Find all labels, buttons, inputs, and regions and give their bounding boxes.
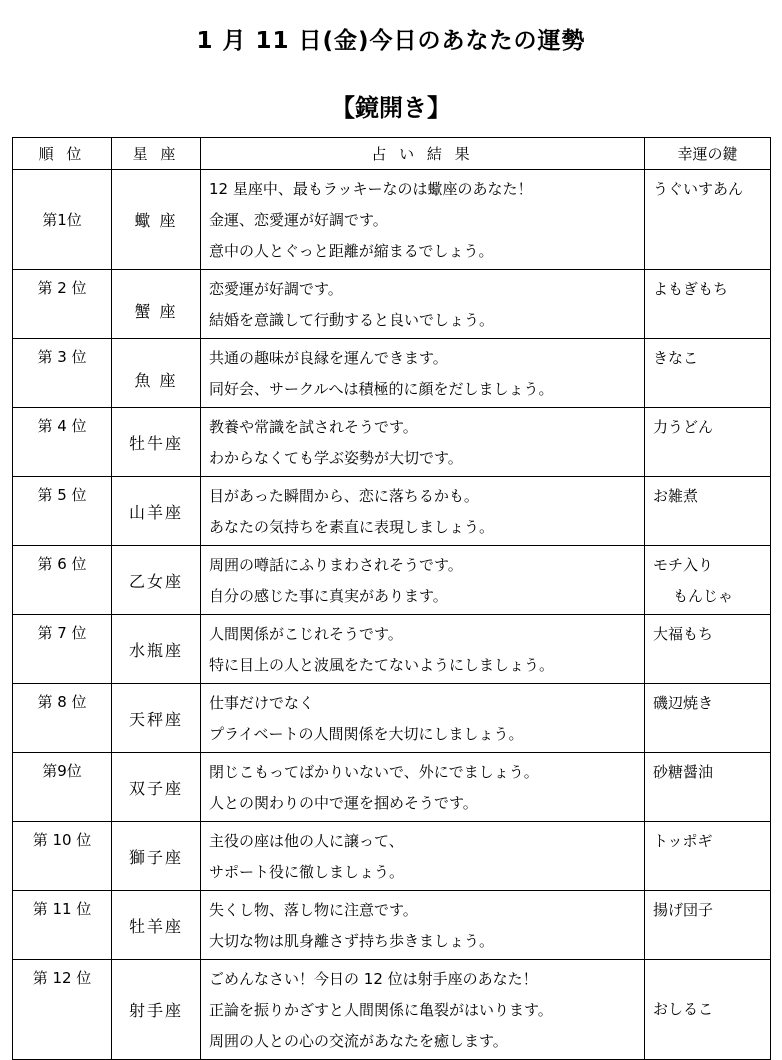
result-cell <box>201 270 645 339</box>
key-line: 力うどん <box>653 418 714 436</box>
table-row <box>13 408 771 477</box>
result-cell <box>201 684 645 753</box>
key-line: トッポギ <box>653 832 713 850</box>
result-cell <box>201 822 645 891</box>
key-line: 磯辺焼き <box>653 694 714 712</box>
result-line: 結婚を意識して行動すると良いでしょう。 <box>209 311 495 329</box>
result-line: 自分の感じた事に真実があります。 <box>209 587 448 605</box>
key-line: 砂糖醤油 <box>653 763 714 781</box>
fortune-table <box>12 137 771 1060</box>
result-line: プライベートの人間関係を大切にしましょう。 <box>209 725 524 743</box>
key-cell <box>645 960 771 1060</box>
result-cell <box>201 477 645 546</box>
table-row <box>13 684 771 753</box>
header-sign: 星 座 <box>112 138 201 170</box>
rank-cell: 第 10 位 <box>13 822 112 891</box>
result-line: 失くし物、落し物に注意です。 <box>209 901 418 919</box>
sign-cell: 乙女座 <box>112 546 201 615</box>
table-row <box>13 546 771 615</box>
result-line: 金運、恋愛運が好調です。 <box>209 211 388 229</box>
result-line: 特に目上の人と波風をたてないようにしましょう。 <box>209 656 555 674</box>
key-line: うぐいすあん <box>653 180 744 198</box>
header-row <box>13 138 771 170</box>
key-line: よもぎもち <box>653 280 729 298</box>
table-row <box>13 477 771 546</box>
key-line: モチ入り <box>653 556 714 574</box>
key-line: きなこ <box>653 349 699 367</box>
rank-cell: 第 8 位 <box>13 684 112 753</box>
result-line: 人間関係がこじれそうです。 <box>209 625 403 643</box>
result-cell <box>201 339 645 408</box>
rank-cell: 第 6 位 <box>13 546 112 615</box>
result-line: 意中の人とぐっと距離が縮まるでしょう。 <box>209 242 494 260</box>
table-row <box>13 270 771 339</box>
rank-cell: 第 5 位 <box>13 477 112 546</box>
key-line: おしるこ <box>653 1000 714 1018</box>
result-cell <box>201 170 645 270</box>
key-line: 揚げ団子 <box>653 901 714 919</box>
sign-cell: 双子座 <box>112 753 201 822</box>
key-line: 大福もち <box>653 625 714 643</box>
result-line: 同好会、サークルへは積極的に顔をだしましょう。 <box>209 380 554 398</box>
result-line: サポート役に徹しましょう。 <box>209 863 405 881</box>
result-line: 正論を振りかざすと人間関係に亀裂がはいります。 <box>209 1001 553 1019</box>
table-row <box>13 615 771 684</box>
rank-cell: 第9位 <box>13 753 112 822</box>
result-cell <box>201 753 645 822</box>
key-cell <box>645 684 771 753</box>
key-line: もんじゃ <box>673 587 734 605</box>
result-line: 目があった瞬間から、恋に落ちるかも。 <box>209 487 479 505</box>
table-row <box>13 822 771 891</box>
result-line: 教養や常識を試されそうです。 <box>209 418 418 436</box>
rank-cell: 第1位 <box>13 170 112 270</box>
table-row <box>13 891 771 960</box>
table-row <box>13 339 771 408</box>
sign-cell: 蟹 座 <box>112 270 201 339</box>
result-cell <box>201 960 645 1060</box>
rank-cell: 第 2 位 <box>13 270 112 339</box>
key-cell <box>645 615 771 684</box>
result-line: 大切な物は肌身離さず持ち歩きましょう。 <box>209 932 495 950</box>
result-line: 人との関わりの中で運を掴めそうです。 <box>209 794 478 812</box>
sign-cell: 水瓶座 <box>112 615 201 684</box>
page-subtitle: 【鏡開き】 <box>331 94 451 122</box>
result-line: 閉じこもってばかりいないで、外にでましょう。 <box>209 763 539 781</box>
header-rank: 順 位 <box>13 138 112 170</box>
sign-cell: 蠍 座 <box>112 170 201 270</box>
table-row <box>13 753 771 822</box>
header-result: 占 い 結 果 <box>201 138 645 170</box>
result-line: ごめんなさい！今日の 12 位は射手座のあなた！ <box>209 970 538 988</box>
sign-cell: 山羊座 <box>112 477 201 546</box>
rank-cell: 第 4 位 <box>13 408 112 477</box>
result-line: 仕事だけでなく <box>209 694 315 712</box>
page-title: 1 月 11 日(金)今日のあなたの運勢 <box>196 28 586 54</box>
rank-cell: 第 7 位 <box>13 615 112 684</box>
result-line: 恋愛運が好調です。 <box>209 280 343 298</box>
key-line: お雑煮 <box>653 487 699 505</box>
result-line: 主役の座は他の人に譲って、 <box>209 832 404 850</box>
result-line: わからなくても学ぶ姿勢が大切です。 <box>209 449 463 467</box>
sign-cell: 天秤座 <box>112 684 201 753</box>
key-cell <box>645 170 771 270</box>
table-row <box>13 960 771 1060</box>
result-cell <box>201 546 645 615</box>
sign-cell: 牡牛座 <box>112 408 201 477</box>
key-cell <box>645 339 771 408</box>
result-cell <box>201 408 645 477</box>
result-line: 周囲の噂話にふりまわされそうです。 <box>209 556 463 574</box>
key-cell <box>645 753 771 822</box>
key-cell <box>645 408 771 477</box>
result-line: 共通の趣味が良縁を運んできます。 <box>209 349 448 367</box>
result-cell <box>201 891 645 960</box>
key-cell <box>645 477 771 546</box>
key-cell <box>645 270 771 339</box>
result-cell <box>201 615 645 684</box>
result-line: 周囲の人との心の交流があなたを癒します。 <box>209 1032 508 1050</box>
rank-cell: 第 3 位 <box>13 339 112 408</box>
header-key: 幸運の鍵 <box>645 138 771 170</box>
key-cell <box>645 822 771 891</box>
table-row <box>13 170 771 270</box>
key-cell <box>645 891 771 960</box>
sign-cell: 牡羊座 <box>112 891 201 960</box>
result-line: 12 星座中、最もラッキーなのは蠍座のあなた！ <box>209 180 533 198</box>
result-line: あなたの気持ちを素直に表現しましょう。 <box>209 518 495 536</box>
sign-cell: 射手座 <box>112 960 201 1060</box>
key-cell <box>645 546 771 615</box>
sign-cell: 魚 座 <box>112 339 201 408</box>
rank-cell: 第 12 位 <box>13 960 112 1060</box>
sign-cell: 獅子座 <box>112 822 201 891</box>
rank-cell: 第 11 位 <box>13 891 112 960</box>
